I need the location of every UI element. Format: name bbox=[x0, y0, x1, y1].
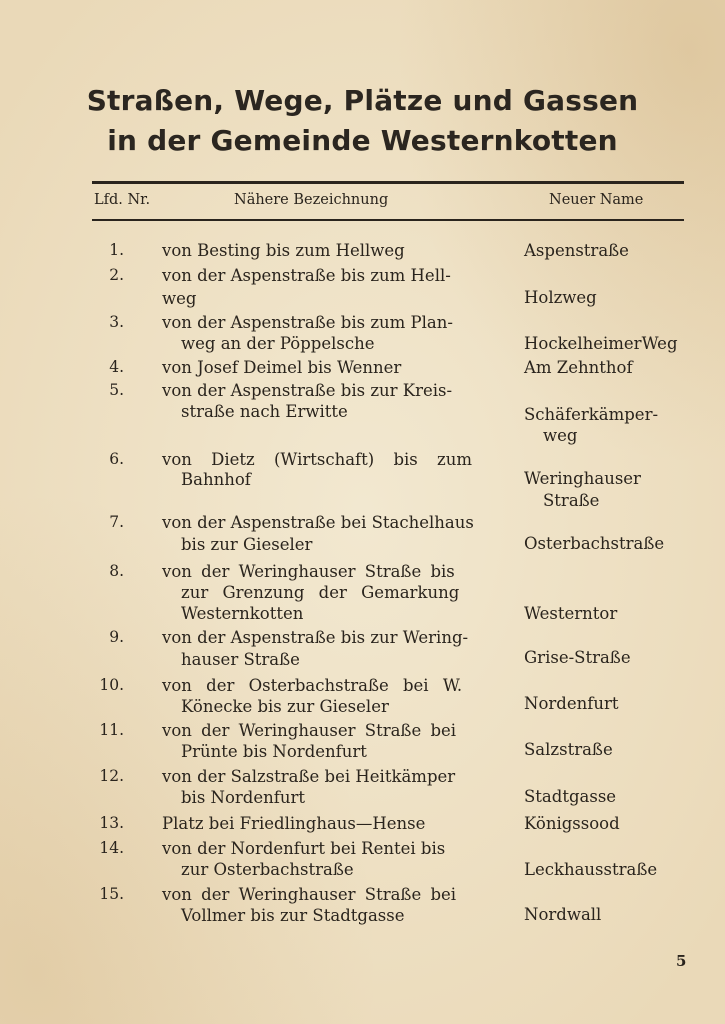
row-description-line: Könecke bis zur Gieseler bbox=[181, 697, 389, 716]
row-new-name: Holzweg bbox=[524, 288, 597, 307]
row-new-name-continued: Straße bbox=[543, 491, 600, 510]
row-description-line: von der Weringhauser Straße bei bbox=[162, 721, 457, 740]
row-description-line: von der Weringhauser Straße bei bbox=[162, 885, 457, 904]
row-description-line: Vollmer bis zur Stadtgasse bbox=[181, 906, 405, 925]
row-description-line: Prünte bis Nordenfurt bbox=[181, 742, 367, 761]
row-description-line: von der Aspenstraße bis zur Kreis- bbox=[162, 381, 453, 400]
row-new-name: Leckhausstraße bbox=[524, 860, 658, 879]
page-title-line-1: Straßen, Wege, Plätze und Gassen bbox=[86, 84, 639, 117]
row-number: 8. bbox=[109, 562, 124, 580]
row-number: 3. bbox=[109, 313, 124, 331]
row-new-name: HockelheimerWeg bbox=[524, 334, 678, 353]
column-header-description: Nähere Bezeichnung bbox=[234, 192, 389, 208]
row-number: 5. bbox=[109, 381, 124, 399]
row-new-name: Grise-Straße bbox=[524, 648, 631, 667]
row-description-line: weg an der Pöppelsche bbox=[181, 334, 375, 353]
row-new-name: Nordenfurt bbox=[524, 694, 619, 713]
row-number: 9. bbox=[109, 628, 124, 646]
row-description-line: zur Grenzung der Gemarkung bbox=[181, 583, 460, 602]
row-new-name: Aspenstraße bbox=[524, 241, 629, 260]
column-header-new-name: Neuer Name bbox=[549, 192, 644, 208]
row-description-line: Westernkotten bbox=[181, 604, 304, 623]
row-number: 7. bbox=[109, 513, 124, 531]
row-description-line: straße nach Erwitte bbox=[181, 402, 348, 421]
row-number: 12. bbox=[99, 767, 124, 785]
table-header-rule bbox=[92, 219, 684, 221]
row-description-line: bis Nordenfurt bbox=[181, 788, 306, 807]
row-new-name: Salzstraße bbox=[524, 740, 613, 759]
row-description-line: von Josef Deimel bis Wenner bbox=[162, 358, 402, 377]
row-description-line: von Dietz (Wirtschaft) bis zum bbox=[162, 450, 472, 469]
row-description-line: bis zur Gieseler bbox=[181, 535, 313, 554]
row-description-line: von der Osterbachstraße bei W. bbox=[162, 676, 463, 695]
row-new-name: Königssood bbox=[524, 814, 620, 833]
row-description-line: von der Salzstraße bei Heitkämper bbox=[162, 767, 456, 786]
row-new-name: Stadtgasse bbox=[524, 787, 617, 806]
row-new-name: Westerntor bbox=[524, 604, 618, 623]
row-number: 4. bbox=[109, 358, 124, 376]
page-title-line-2: in der Gemeinde Westernkotten bbox=[107, 124, 618, 157]
row-description-line: Platz bei Friedlinghaus—Hense bbox=[162, 814, 426, 833]
row-description-line: von der Aspenstraße bei Stachelhaus bbox=[162, 513, 474, 532]
row-new-name: Nordwall bbox=[524, 905, 602, 924]
row-number: 11. bbox=[99, 721, 124, 739]
row-description-line: von Besting bis zum Hellweg bbox=[162, 241, 405, 260]
row-new-name: Schäferkämper- bbox=[524, 405, 659, 424]
table-top-rule bbox=[92, 181, 684, 184]
column-header-number: Lfd. Nr. bbox=[94, 192, 151, 208]
row-new-name: Osterbachstraße bbox=[524, 534, 665, 553]
row-number: 13. bbox=[99, 814, 124, 832]
row-new-name: Weringhauser bbox=[524, 469, 641, 488]
row-description-line: von der Aspenstraße bis zur Wering- bbox=[162, 628, 469, 647]
row-description-line: hauser Straße bbox=[181, 650, 300, 669]
row-description-line: von der Nordenfurt bei Rentei bis bbox=[162, 839, 446, 858]
row-description-line: zur Osterbachstraße bbox=[181, 860, 354, 879]
row-number: 15. bbox=[99, 885, 124, 903]
row-number: 6. bbox=[109, 450, 124, 468]
row-description-line: von der Aspenstraße bis zum Hell- bbox=[162, 266, 451, 285]
row-new-name: Am Zehnthof bbox=[524, 358, 633, 377]
row-number: 1. bbox=[109, 241, 124, 259]
row-number: 14. bbox=[99, 839, 124, 857]
row-number: 10. bbox=[99, 676, 124, 694]
row-description-line: Bahnhof bbox=[181, 470, 251, 489]
row-description-line: von der Aspenstraße bis zum Plan- bbox=[162, 313, 453, 332]
page-number: 5 bbox=[676, 952, 687, 970]
row-description-line: weg bbox=[162, 289, 197, 308]
row-description-line: von der Weringhauser Straße bis bbox=[162, 562, 455, 581]
row-new-name-continued: weg bbox=[543, 426, 578, 445]
row-number: 2. bbox=[109, 266, 124, 284]
